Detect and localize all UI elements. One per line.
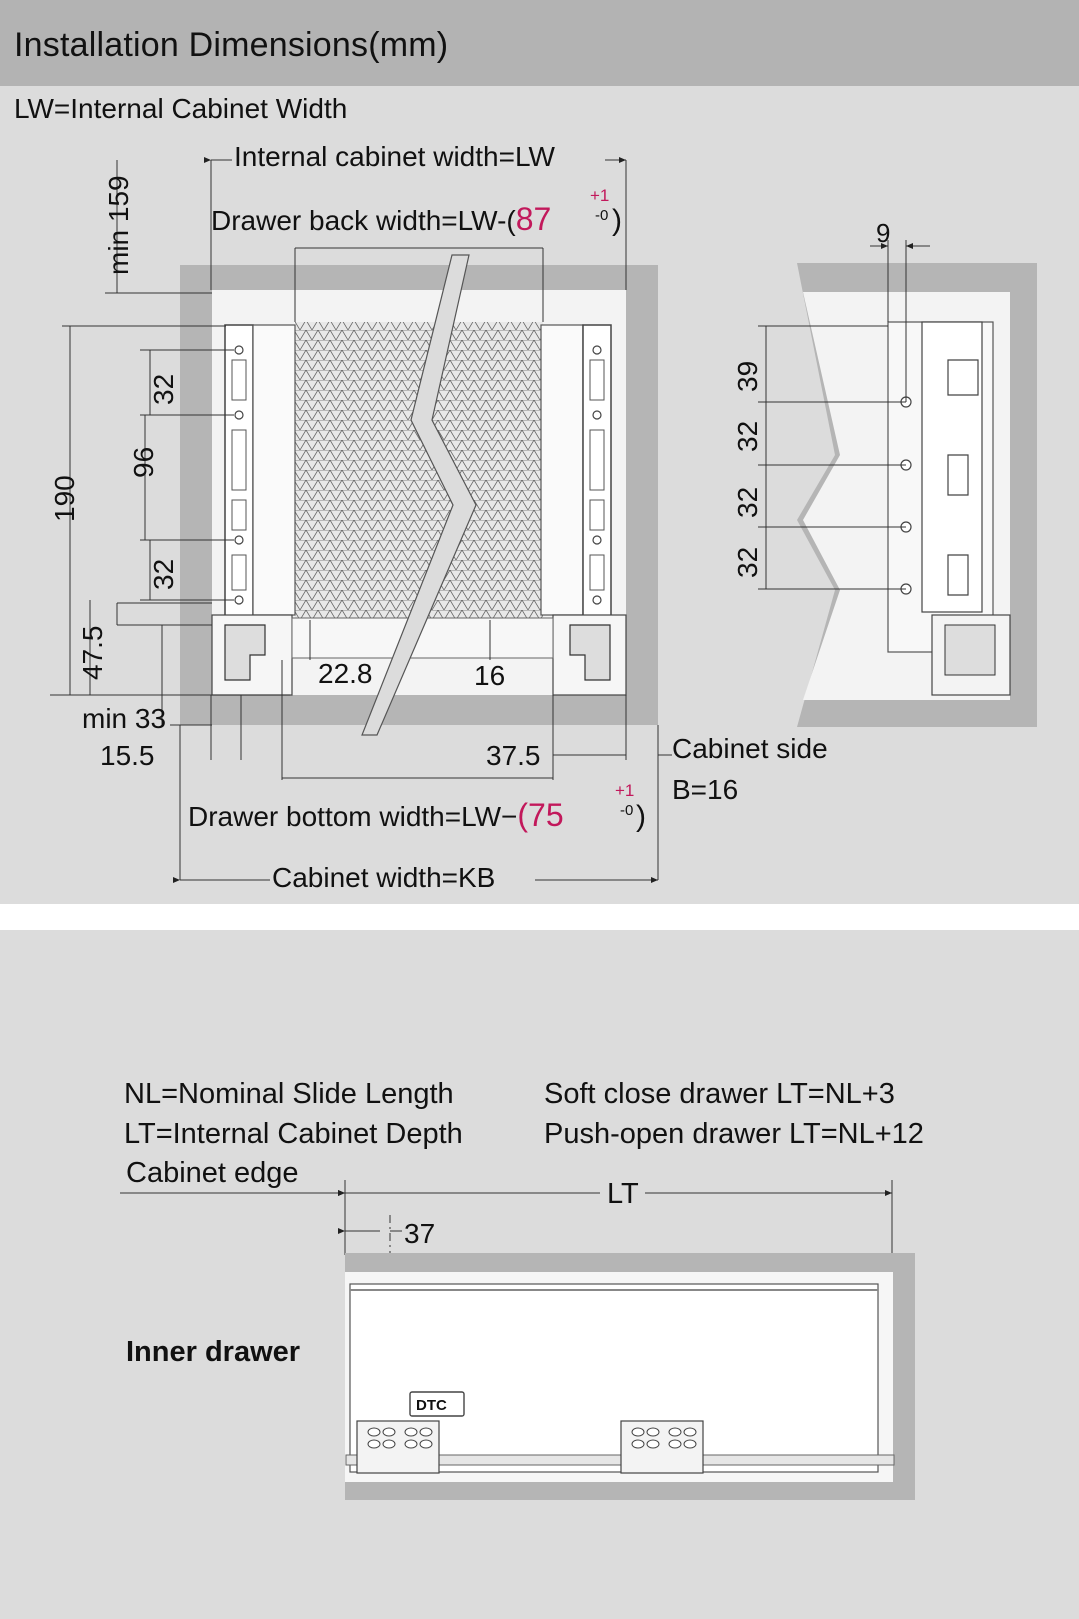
cabinet-side-b: B=16: [672, 774, 739, 805]
cabinet-side-label: Cabinet side: [672, 733, 828, 764]
dim-32-upper: 32: [148, 373, 179, 405]
bottom-width-label: [188, 797, 564, 833]
dim-16: 16: [474, 660, 506, 691]
cabinet-width-label: Cabinet width=KB: [272, 862, 496, 893]
lw-definition: LW=Internal Cabinet Width: [14, 93, 348, 124]
left-drawer-side: [253, 325, 295, 615]
right-drawer-side: [541, 325, 583, 615]
side-dim-32b: 32: [732, 486, 763, 518]
back-width-prefix: Drawer back width=LW-(: [211, 205, 516, 236]
back-width-tol-minus: -0: [595, 207, 609, 224]
side-dim-39: 39: [732, 360, 763, 392]
side-dim-32c: 32: [732, 546, 763, 578]
left-runner: [225, 325, 253, 620]
push-open-rule: Push-open drawer LT=NL+12: [544, 1118, 924, 1150]
dtc-logo-text: DTC: [416, 1397, 447, 1414]
page-title: Installation Dimensions(mm): [14, 26, 449, 64]
bottom-width-prefix: Drawer bottom width=LW−: [188, 801, 518, 832]
front-view: [50, 160, 672, 880]
soft-close-rule: Soft close drawer LT=NL+3: [544, 1078, 895, 1110]
dim-190: 190: [49, 475, 80, 522]
lt-dimension-label: LT: [607, 1178, 639, 1210]
back-width-value: 87: [515, 201, 552, 237]
side-dim-32a: 32: [732, 420, 763, 452]
bottom-width-suffix: ): [636, 800, 646, 833]
dim-9: 9: [876, 218, 891, 248]
dim-37: 37: [404, 1218, 436, 1249]
internal-width-label: Internal cabinet width=LW: [234, 141, 555, 172]
dim-47-5: 47.5: [77, 625, 108, 680]
dim-min33: min 33: [82, 703, 167, 734]
dim-96: 96: [128, 446, 159, 478]
back-width-suffix: ): [612, 204, 622, 237]
right-runner: [583, 325, 611, 620]
dim-32-lower: 32: [148, 558, 179, 590]
dim-37-5: 37.5: [486, 740, 541, 771]
inner-drawer-label: Inner drawer: [126, 1336, 301, 1368]
bottom-width-tol-minus: -0: [620, 802, 634, 819]
lt-definition: LT=Internal Cabinet Depth: [124, 1118, 463, 1150]
cabinet-edge-label: Cabinet edge: [126, 1157, 299, 1189]
bottom-width-value: (75: [517, 797, 564, 833]
dim-15-5: 15.5: [100, 740, 155, 771]
nl-definition: NL=Nominal Slide Length: [124, 1078, 454, 1110]
back-width-label: [211, 201, 551, 237]
back-width-tol-plus: +1: [590, 186, 610, 205]
dim-22-8: 22.8: [318, 658, 373, 689]
bottom-width-tol-plus: +1: [615, 781, 635, 800]
dim-min159: min 159: [103, 175, 134, 275]
side-view: [758, 240, 1037, 727]
